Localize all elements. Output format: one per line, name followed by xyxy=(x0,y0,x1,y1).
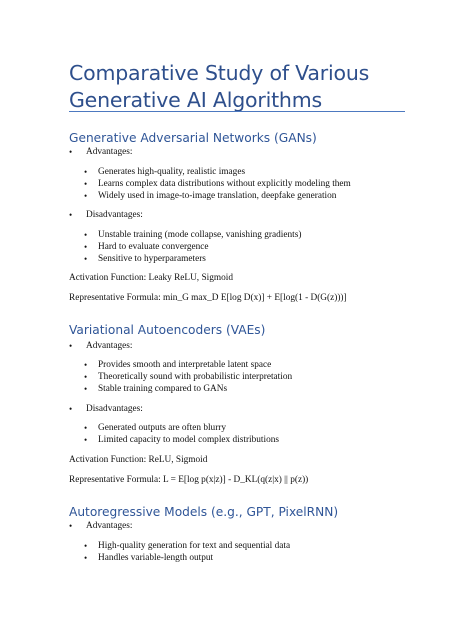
list-item: Limited capacity to model complex distributions xyxy=(98,435,279,445)
bullet-glyph: • xyxy=(84,191,88,201)
list-item: Unstable training (mode collapse, vanishing gradients) xyxy=(98,230,302,240)
list-item: Widely used in image-to-image translation, deepfake generation xyxy=(98,191,337,201)
section-heading-gans: Generative Adversarial Networks (GANs) xyxy=(69,131,317,145)
list-item: Hard to evaluate convergence xyxy=(98,242,209,252)
list-item: Handles variable-length output xyxy=(98,553,214,563)
bullet-glyph: • xyxy=(84,384,88,394)
bullet-glyph: • xyxy=(84,553,88,563)
bullet-glyph: • xyxy=(84,372,88,382)
advantages-label: Advantages: xyxy=(86,521,133,531)
bullet-glyph: • xyxy=(84,254,88,264)
bullet-glyph: • xyxy=(69,404,73,414)
bullet-glyph: • xyxy=(84,435,88,445)
list-item: Generates high-quality, realistic images xyxy=(98,167,246,177)
bullet-glyph: • xyxy=(69,210,73,220)
section-heading-vaes: Variational Autoencoders (VAEs) xyxy=(69,323,266,337)
document-title: Comparative Study of Various Generative AI Algorithms xyxy=(69,61,370,112)
list-item: Provides smooth and interpretable latent space xyxy=(98,360,272,370)
activation-function-text: Activation Function: ReLU, Sigmoid xyxy=(69,455,208,465)
section-heading-autoregressive: Autoregressive Models (e.g., GPT, PixelRNN) xyxy=(69,505,339,519)
list-item: High-quality generation for text and sequential data xyxy=(98,541,291,551)
list-item: Sensitive to hyperparameters xyxy=(98,254,206,264)
advantages-label: Advantages: xyxy=(86,147,133,157)
bullet-glyph: • xyxy=(69,341,73,351)
representative-formula-text: Representative Formula: L = E[log p(x|z)] - D_KL(q(z|x) || p(z)) xyxy=(69,475,309,485)
list-item: Learns complex data distributions without explicitly modeling them xyxy=(98,179,351,189)
bullet-glyph: • xyxy=(84,230,88,240)
disadvantages-label: Disadvantages: xyxy=(86,404,143,414)
disadvantages-label: Disadvantages: xyxy=(86,210,143,220)
bullet-glyph: • xyxy=(69,147,73,157)
bullet-glyph: • xyxy=(84,360,88,370)
bullet-glyph: • xyxy=(69,521,73,531)
title-underline xyxy=(69,111,405,112)
representative-formula-text: Representative Formula: min_G max_D E[log D(x)] + E[log(1 - D(G(z)))] xyxy=(69,293,347,303)
bullet-glyph: • xyxy=(84,541,88,551)
list-item: Theoretically sound with probabilistic interpretation xyxy=(98,372,293,382)
bullet-glyph: • xyxy=(84,179,88,189)
bullet-glyph: • xyxy=(84,423,88,433)
list-item: Stable training compared to GANs xyxy=(98,384,228,394)
bullet-glyph: • xyxy=(84,167,88,177)
activation-function-text: Activation Function: Leaky ReLU, Sigmoid xyxy=(69,273,233,283)
bullet-glyph: • xyxy=(84,242,88,252)
advantages-label: Advantages: xyxy=(86,341,133,351)
list-item: Generated outputs are often blurry xyxy=(98,423,227,433)
